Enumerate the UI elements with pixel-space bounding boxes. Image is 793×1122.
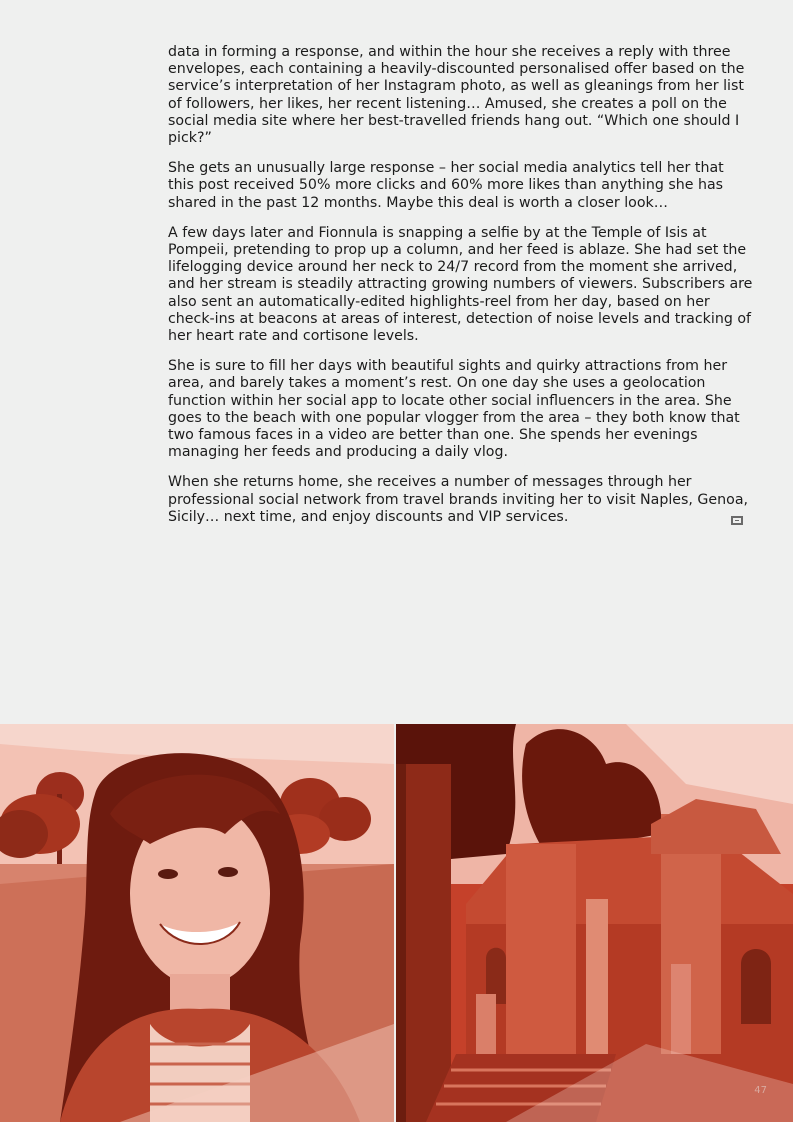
article-body [168,44,753,539]
paragraph-3: A few days later and Fionnula is snapping a selfie by at the Temple of Isis at Pompeii, pretending to prop up a column, and her feed is ablaze. She had set the lifelogging device around her neck to 24/7 record from the moment she arrived, and her stream is steadily attracting growing numbers of viewers. Subscribers are also sent an automatically-edited highlights-reel from her day, based on her check-ins at beacons at areas of interest, detection of noise levels and tracking of her heart rate and cortisone levels. [168,224,753,345]
temple-of-isis-photo [396,724,793,1122]
paragraph-4: She is sure to fill her days with beautiful sights and quirky attractions from her area, and barely takes a moment’s rest. On one day she uses a geolocation function within her social app to locate other social influencers in the area. She goes to the beach with one popular vlogger from the area – they both know that two famous faces in a video are better than one. She spends her evenings managing her feeds and producing a daily vlog. [168,358,740,461]
paragraph-1: data in forming a response, and within the hour she receives a reply with three envelopes, each containing a heavily-discounted personalised offer based on the service’s interpretation of her Instagram photo, as well as gleanings from her list of followers, her likes, her recent listening… Amused, she creates a poll on the social media site where her best-travelled friends hang out. “Which one should I pick?” [168,44,745,147]
end-of-article-icon [731,516,743,525]
paragraph-2: She gets an unusually large response – her social media analytics tell her that this post received 50% more clicks and 60% more likes than anything she has shared in the past 12 months. Maybe this deal is worth a closer look… [168,160,724,211]
selfie-photo [0,724,394,1122]
paragraph-5: When she returns home, she receives a number of messages through her professional social network from travel brands inviting her to visit Naples, Genoa, Sicily… next time, and enjoy discounts and VIP services. [168,474,749,525]
page-number: 47 [754,1085,767,1096]
